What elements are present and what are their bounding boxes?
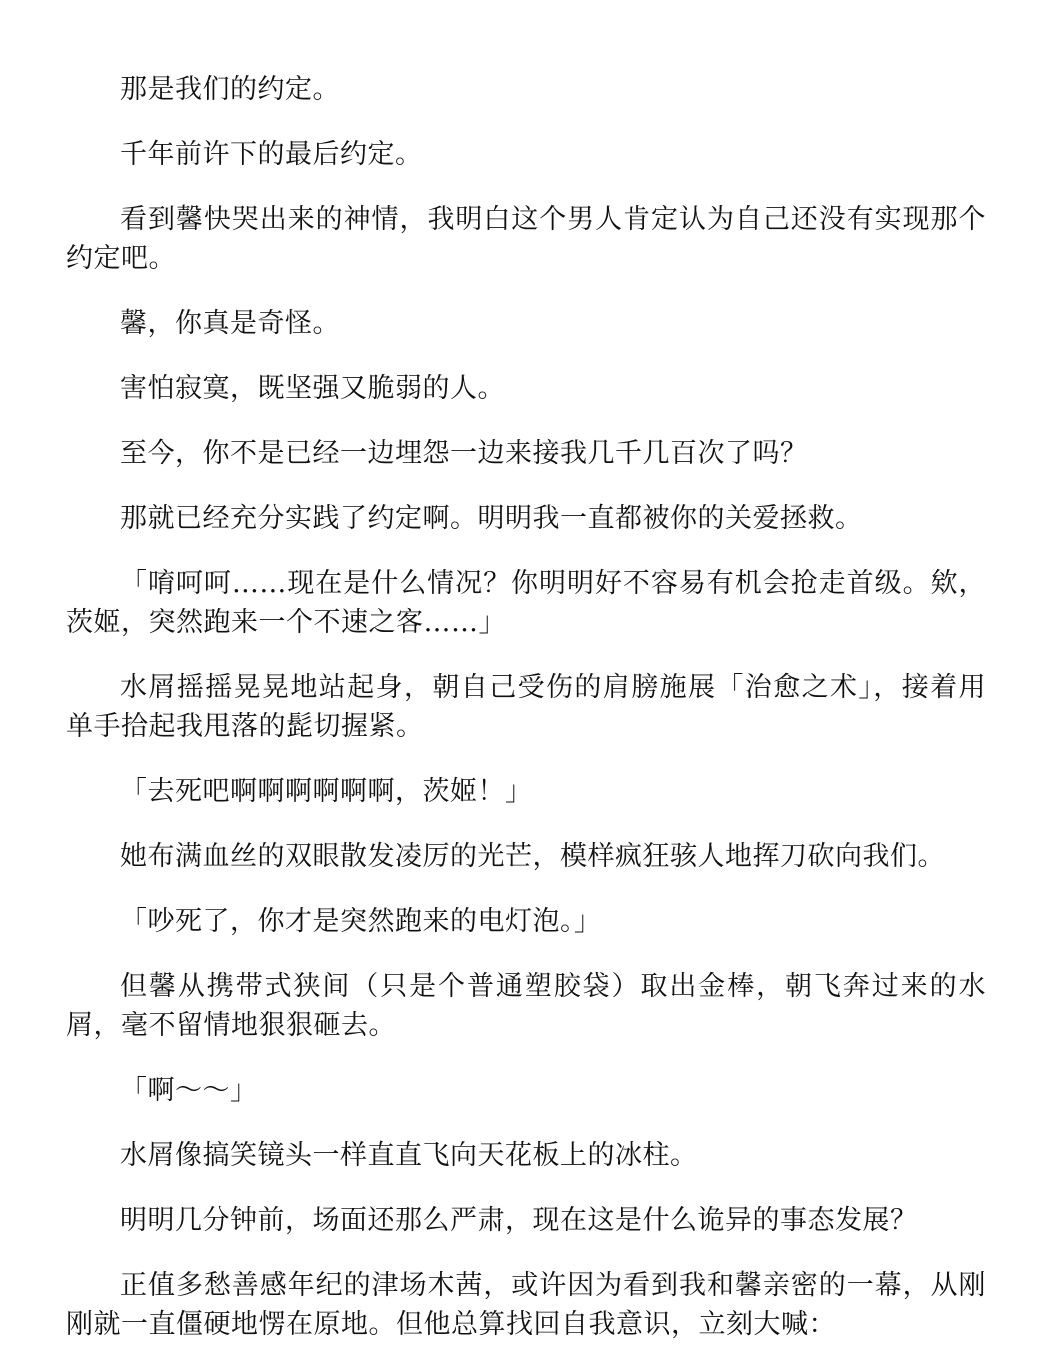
- document-page: [66, 70, 986, 1370]
- dialogue-paragraph: 「唷呵呵……现在是什么情况？你明明好不容易有机会抢走首级。欸，茨姬，突然跑来一个不速之客……」: [66, 568, 986, 638]
- paragraph: 那就已经充分实践了约定啊。明明我一直都被你的关爱拯救。: [120, 503, 863, 534]
- paragraph: 水屑像搞笑镜头一样直直飞向天花板上的冰柱。: [120, 1140, 698, 1171]
- dialogue-paragraph: 「啊～～」: [120, 1075, 258, 1106]
- paragraph: 害怕寂寞，既坚强又脆弱的人。: [120, 373, 505, 404]
- paragraph: 明明几分钟前，场面还那么严肃，现在这是什么诡异的事态发展？: [120, 1205, 918, 1236]
- paragraph: 馨，你真是奇怪。: [120, 308, 340, 339]
- dialogue-paragraph: 「吵死了，你才是突然跑来的电灯泡。」: [120, 906, 602, 937]
- paragraph: 千年前许下的最后约定。: [120, 139, 423, 170]
- paragraph: 她布满血丝的双眼散发凌厉的光芒，模样疯狂骇人地挥刀砍向我们。: [120, 841, 945, 872]
- paragraph: 看到馨快哭出来的神情，我明白这个男人肯定认为自己还没有实现那个约定吧。: [66, 204, 986, 274]
- paragraph: 但馨从携带式狭间（只是个普通塑胶袋）取出金棒，朝飞奔过来的水屑，毫不留情地狠狠砸去。: [66, 971, 986, 1041]
- paragraph: 那是我们的约定。: [120, 74, 340, 105]
- paragraph: 正值多愁善感年纪的津场木茜，或许因为看到我和馨亲密的一幕，从刚刚就一直僵硬地愣在原地。但他总算找回自我意识，立刻大喊：: [66, 1270, 986, 1340]
- paragraph: 水屑摇摇晃晃地站起身，朝自己受伤的肩膀施展「治愈之术」，接着用单手拾起我甩落的髭切握紧。: [66, 672, 986, 742]
- dialogue-paragraph: 「去死吧啊啊啊啊啊啊，茨姬！」: [120, 776, 533, 807]
- paragraph: 至今，你不是已经一边埋怨一边来接我几千几百次了吗？: [120, 438, 808, 469]
